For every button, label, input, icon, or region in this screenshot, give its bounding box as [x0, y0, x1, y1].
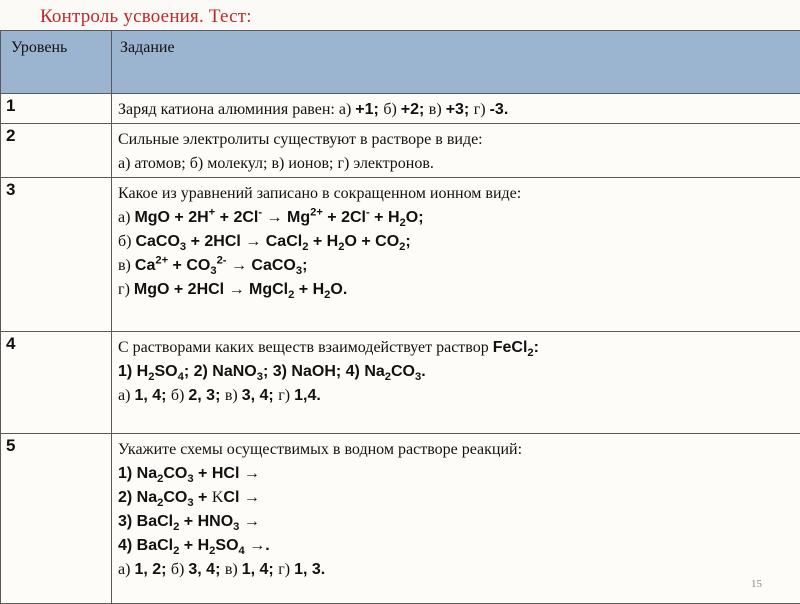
- text-segment: 2: [385, 371, 391, 383]
- text-segment: 2: [527, 347, 533, 359]
- text-segment: б): [171, 561, 188, 578]
- text-segment: 3) BaCl: [118, 513, 173, 530]
- text-segment: 2, 3;: [188, 387, 224, 404]
- task-line: [118, 336, 800, 360]
- text-segment: 1, 2;: [134, 561, 170, 578]
- table-row: [1, 332, 800, 434]
- text-segment: →.: [245, 537, 270, 554]
- table-header-row: [1, 31, 800, 94]
- text-segment: в): [225, 387, 242, 404]
- text-segment: + HCl →: [194, 465, 260, 482]
- text-segment: +2;: [401, 101, 429, 118]
- text-segment: 3: [180, 241, 186, 253]
- text-segment: в): [429, 101, 446, 118]
- text-segment: CO: [163, 465, 187, 482]
- task-line: [118, 128, 800, 152]
- text-segment: а): [118, 387, 134, 404]
- task-line: [118, 254, 800, 278]
- task-line: [118, 486, 800, 510]
- task-line: [118, 558, 800, 582]
- text-segment: +: [209, 207, 216, 219]
- text-segment: ;: [405, 233, 410, 250]
- text-segment: O;: [406, 209, 424, 226]
- text-segment: Какое из уравнений записано в сокращенном ионном виде:: [118, 185, 521, 202]
- text-segment: б): [383, 101, 400, 118]
- text-segment: + H: [294, 281, 324, 298]
- table-row: [1, 124, 800, 178]
- text-segment: 2) Na: [118, 489, 157, 506]
- quiz-table: [0, 30, 800, 604]
- task-line: [118, 152, 800, 176]
- text-segment: 2: [400, 217, 406, 229]
- text-segment: + H: [179, 537, 209, 554]
- table-row: [1, 434, 800, 604]
- text-segment: 1) Na: [118, 465, 157, 482]
- text-segment: 2: [148, 371, 154, 383]
- text-segment: б): [171, 387, 188, 404]
- text-segment: FeCl: [493, 339, 528, 356]
- text-segment: + 2Cl: [323, 209, 366, 226]
- text-segment: 3: [187, 497, 193, 509]
- text-segment: SO: [154, 363, 177, 380]
- header-level: Уровень: [1, 31, 112, 94]
- text-segment: →: [262, 209, 287, 226]
- table-row: [1, 178, 800, 332]
- text-segment: 2-: [217, 255, 227, 267]
- task-line: [118, 98, 800, 122]
- text-segment: MgO + 2HCl → MgCl: [134, 281, 288, 298]
- text-segment: 2: [209, 545, 215, 557]
- level-number: 1: [1, 94, 112, 124]
- task-line: [118, 534, 800, 558]
- text-segment: а): [118, 561, 134, 578]
- level-number: 4: [1, 332, 112, 434]
- text-segment: в): [118, 257, 135, 274]
- text-segment: +1;: [355, 101, 383, 118]
- text-segment: →: [239, 513, 259, 530]
- page-number: 15: [751, 578, 762, 590]
- text-segment: 3: [210, 265, 216, 277]
- text-segment: → CaCO: [227, 257, 296, 274]
- text-segment: CaCO: [135, 233, 179, 250]
- header-task: Задание: [112, 31, 800, 94]
- text-segment: 3, 4;: [242, 387, 278, 404]
- text-segment: + 2Cl: [215, 209, 258, 226]
- text-segment: -: [258, 207, 262, 219]
- text-segment: 1) H: [118, 363, 148, 380]
- task-text: [112, 434, 800, 604]
- text-segment: 3: [415, 371, 421, 383]
- task-line: [118, 360, 800, 384]
- text-segment: O + CO: [344, 233, 399, 250]
- level-number: 5: [1, 434, 112, 604]
- text-segment: 2: [302, 241, 308, 253]
- text-segment: Ca: [135, 257, 155, 274]
- text-segment: CO: [163, 489, 187, 506]
- text-segment: в): [225, 561, 242, 578]
- task-line: [118, 384, 800, 408]
- task-line: [118, 438, 800, 462]
- text-segment: -: [366, 207, 370, 219]
- task-line: [118, 462, 800, 486]
- text-segment: 1, 3.: [294, 561, 325, 578]
- text-segment: г): [278, 561, 294, 578]
- slide-title: Контроль усвоения. Тест:: [40, 6, 252, 28]
- text-segment: 2+: [155, 255, 168, 267]
- text-segment: 3: [257, 371, 263, 383]
- text-segment: 2: [324, 289, 330, 301]
- task-text: [112, 178, 800, 332]
- text-segment: K: [212, 489, 224, 506]
- text-segment: + HNO: [179, 513, 233, 530]
- text-segment: Укажите схемы осуществимых в водном растворе реакций:: [118, 441, 522, 458]
- text-segment: + 2HCl → CaCl: [186, 233, 302, 250]
- text-segment: 1, 4;: [134, 387, 170, 404]
- text-segment: 2: [157, 497, 163, 509]
- text-segment: :: [534, 339, 539, 356]
- text-segment: 4: [239, 545, 245, 557]
- text-segment: Mg: [287, 209, 310, 226]
- text-segment: + CO: [168, 257, 210, 274]
- text-segment: 4: [178, 371, 184, 383]
- level-number: 2: [1, 124, 112, 178]
- text-segment: а) атомов; б) молекул; в) ионов; г) электронов.: [118, 155, 434, 172]
- text-segment: Сильные электролиты существуют в растворе в виде:: [118, 131, 483, 148]
- text-segment: 1,4.: [294, 387, 321, 404]
- text-segment: MgO + 2H: [134, 209, 208, 226]
- text-segment: + H: [308, 233, 338, 250]
- text-segment: С растворами каких веществ взаимодействует раствор: [118, 339, 493, 356]
- task-line: [118, 182, 800, 206]
- text-segment: O.: [330, 281, 347, 298]
- text-segment: ;: [302, 257, 307, 274]
- text-segment: + H: [370, 209, 400, 226]
- text-segment: 2: [157, 473, 163, 485]
- text-segment: г): [474, 101, 490, 118]
- text-segment: 3: [296, 265, 302, 277]
- task-line: [118, 206, 800, 230]
- text-segment: 2: [338, 241, 344, 253]
- text-segment: Заряд катиона алюминия равен: а): [118, 101, 355, 118]
- text-segment: 4) BaCl: [118, 537, 173, 554]
- text-segment: 3, 4;: [188, 561, 224, 578]
- task-text: [112, 94, 800, 124]
- task-line: [118, 510, 800, 534]
- text-segment: г): [278, 387, 294, 404]
- task-line: [118, 278, 800, 302]
- text-segment: ; 2) NaNO: [184, 363, 257, 380]
- level-number: 3: [1, 178, 112, 332]
- text-segment: 2: [288, 289, 294, 301]
- text-segment: а): [118, 209, 134, 226]
- task-text: [112, 332, 800, 434]
- task-text: [112, 124, 800, 178]
- text-segment: 3: [187, 473, 193, 485]
- text-segment: Cl →: [223, 489, 259, 506]
- text-segment: 1, 4;: [242, 561, 278, 578]
- text-segment: 2+: [310, 207, 323, 219]
- text-segment: CO: [391, 363, 415, 380]
- text-segment: 2: [173, 521, 179, 533]
- text-segment: +3;: [446, 101, 474, 118]
- text-segment: .: [421, 363, 425, 380]
- text-segment: 2: [173, 545, 179, 557]
- text-segment: б): [118, 233, 135, 250]
- text-segment: г): [118, 281, 134, 298]
- text-segment: 3: [233, 521, 239, 533]
- text-segment: -3.: [490, 101, 509, 118]
- table-row: [1, 94, 800, 124]
- text-segment: +: [194, 489, 212, 506]
- text-segment: ; 3) NaOH; 4) Na: [263, 363, 385, 380]
- text-segment: SO: [215, 537, 238, 554]
- task-line: [118, 230, 800, 254]
- text-segment: 2: [399, 241, 405, 253]
